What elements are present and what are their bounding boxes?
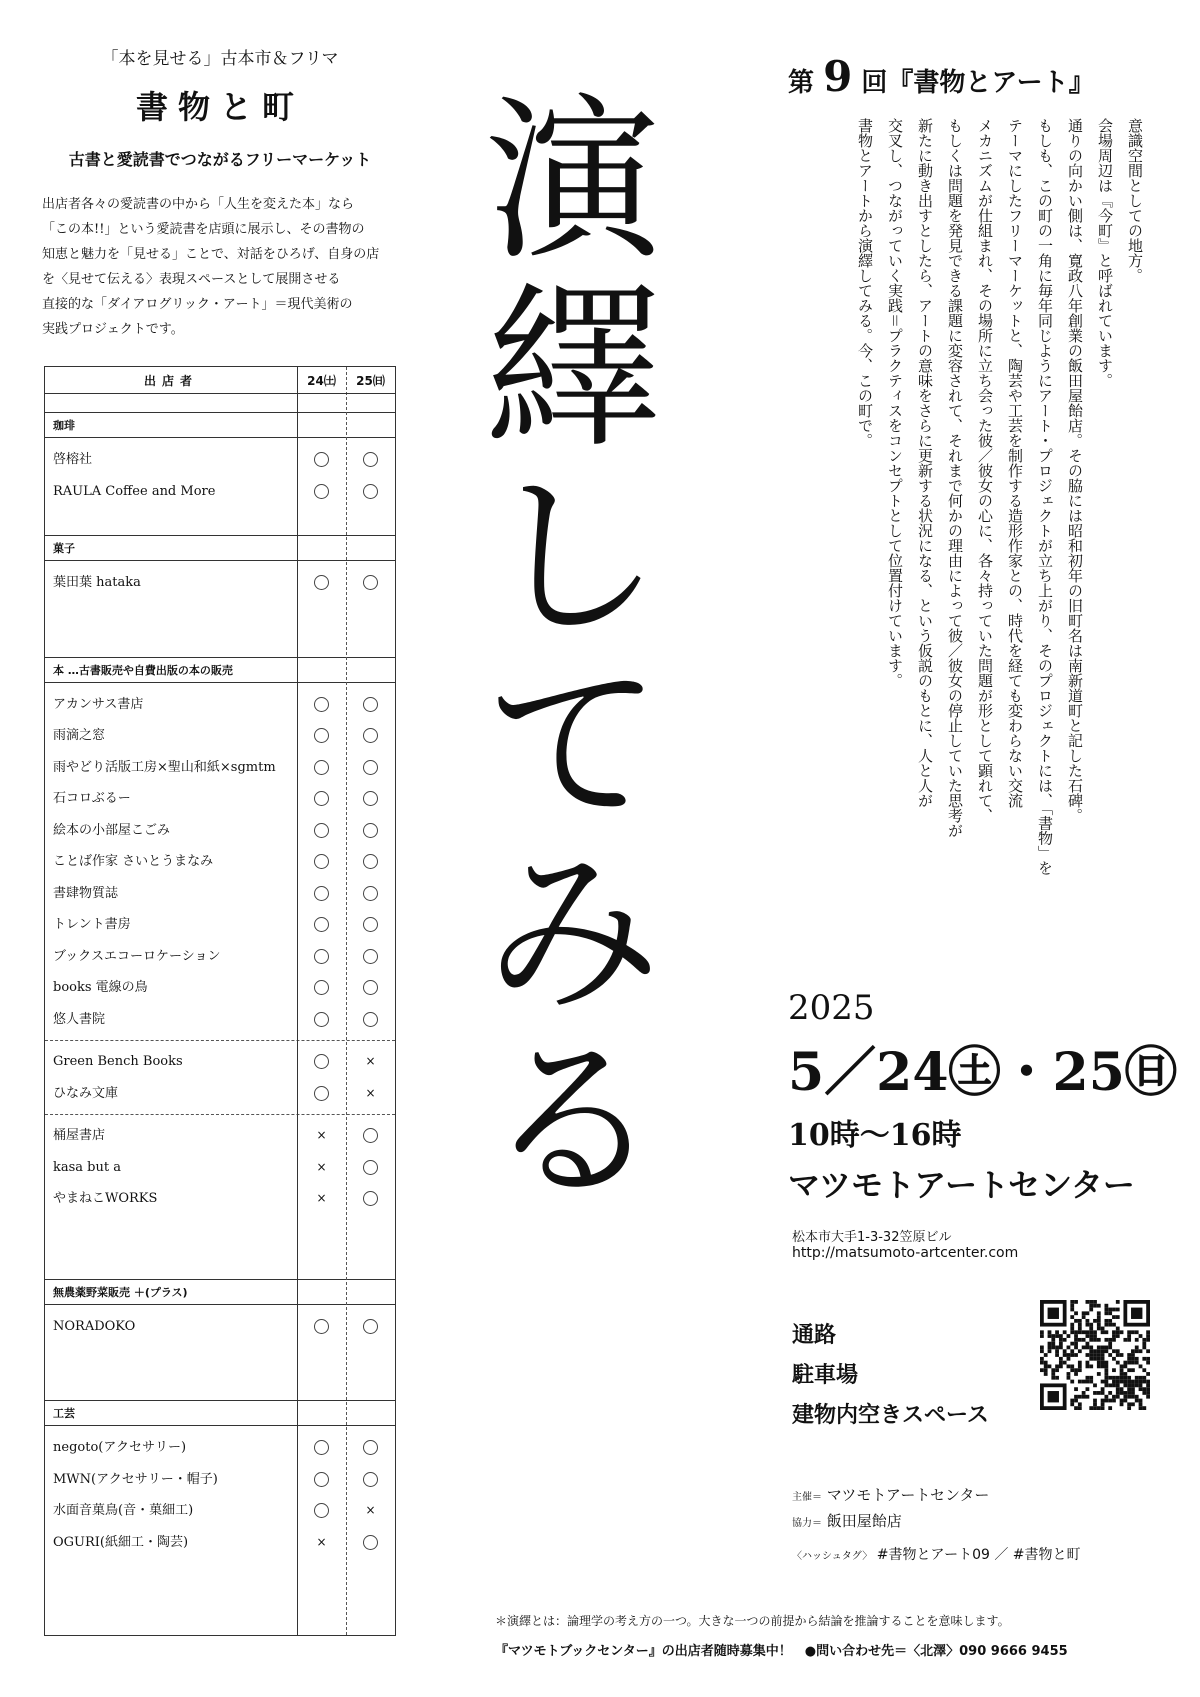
hashtags: #書物とアート09 ／ #書物と町 — [876, 1547, 1081, 1563]
circle-mark-icon — [363, 1319, 378, 1334]
shop-name: 桶屋書店 — [53, 1128, 106, 1143]
shop-name: やまねこWORKS — [53, 1191, 158, 1206]
day2-mark — [346, 444, 395, 476]
shop-name: 絵本の小部屋こごみ — [53, 822, 171, 838]
header-day1: 24㈯ — [307, 374, 336, 388]
table-row — [45, 689, 395, 721]
coop-credit — [792, 1510, 902, 1531]
circle-mark-icon — [314, 452, 329, 467]
day1-mark: × — [316, 1128, 327, 1142]
day2-mark — [346, 815, 395, 847]
day2-mark — [346, 689, 395, 721]
circle-mark-icon — [363, 697, 378, 712]
day1-mark: × — [316, 1534, 327, 1549]
description-line: 「この本!!」という愛読書を店頭に展示し、その書物の — [42, 222, 365, 237]
coop-label: 協力＝ — [792, 1518, 822, 1529]
table-spacer — [45, 517, 395, 535]
circle-mark-icon — [363, 886, 378, 901]
event-year: 2025 — [788, 988, 875, 1028]
title-character: る — [484, 1019, 661, 1224]
circle-mark-icon — [314, 1440, 329, 1455]
day2-mark — [346, 1120, 395, 1152]
table-row — [45, 1078, 395, 1110]
shop-name: ブックスエコーロケーション — [53, 948, 221, 964]
essay-line: 通りの向かい側は、寛政八年創業の飯田屋飴店。その脇には昭和初年の旧町名は南新道町と記した石碑。 — [1066, 118, 1084, 823]
table-row — [45, 783, 395, 815]
day1-mark: × — [316, 1191, 327, 1205]
venue-address: 松本市大手1-3-32笠原ビル — [792, 1230, 952, 1245]
circle-mark-icon — [314, 728, 329, 743]
edition-suffix: 回『書物とアート』 — [861, 68, 1095, 98]
circle-mark-icon — [363, 575, 378, 590]
day1-mark — [297, 972, 346, 1004]
shop-name: 書肆物質誌 — [53, 885, 119, 901]
day1-mark — [297, 1311, 346, 1343]
table-row — [45, 567, 395, 599]
edition-number: 9 — [823, 52, 853, 101]
circle-mark-icon — [314, 760, 329, 775]
shop-name: アカンサス書店 — [53, 696, 144, 712]
circle-mark-icon — [314, 854, 329, 869]
circle-mark-icon — [314, 980, 329, 995]
essay-line: 意識空間としての地方。 — [1126, 118, 1144, 283]
shop-name: 雨やどり活版工房×聖山和紙×sgmtm — [53, 759, 276, 775]
circle-mark-icon — [314, 1503, 329, 1518]
day2-mark — [346, 846, 395, 878]
table-row — [45, 1120, 395, 1152]
circle-mark-icon — [314, 1054, 329, 1069]
circle-mark-icon — [363, 791, 378, 806]
day2-mark — [346, 972, 395, 1004]
table-row — [45, 444, 395, 476]
table-header — [45, 367, 395, 394]
day1-mark — [297, 846, 346, 878]
shop-name: negoto(アクセサリー) — [53, 1440, 187, 1455]
title-character: し — [484, 455, 661, 660]
circle-mark-icon — [363, 917, 378, 932]
circle-mark-icon — [363, 980, 378, 995]
circle-mark-icon — [363, 452, 378, 467]
circle-mark-icon — [363, 1440, 378, 1455]
table-row — [45, 972, 395, 1004]
day1-mark — [297, 1432, 346, 1464]
day2-mark — [346, 1152, 395, 1184]
table-spacer — [45, 1382, 395, 1400]
description-line: 出店者各々の愛読書の中から「人生を変えた本」なら — [42, 197, 355, 212]
circle-mark-icon — [363, 484, 378, 499]
table-row — [45, 1152, 395, 1184]
day1-mark — [297, 909, 346, 941]
table-row — [45, 909, 395, 941]
day1-mark — [297, 783, 346, 815]
header-shop: 出店者 — [143, 374, 198, 388]
category-row: 本 …古書販売や自費出版の本の販売 — [45, 657, 395, 683]
day1-mark — [297, 689, 346, 721]
shop-name: 雨滴之窓 — [53, 728, 106, 743]
circle-mark-icon — [363, 1191, 378, 1206]
day1-mark — [297, 1004, 346, 1036]
shop-name: ことば作家 さいとうまなみ — [53, 854, 214, 869]
circle-mark-icon — [314, 791, 329, 806]
category-row: 菓子 — [45, 535, 395, 561]
circle-mark-icon — [314, 575, 329, 590]
essay — [780, 118, 1150, 988]
day1-mark: × — [316, 1159, 327, 1174]
day1-mark — [297, 941, 346, 973]
table-body — [45, 394, 395, 1568]
circle-mark-icon — [363, 728, 378, 743]
essay-line: もしも、この町の一角に毎年同じようにアート・プロジェクトが立ち上がり、そのプロジェクトには、「書物」を — [1036, 118, 1054, 876]
day2-mark — [346, 476, 395, 508]
day2-mark — [346, 1432, 395, 1464]
shop-name: books 電線の鳥 — [53, 980, 148, 995]
circle-mark-icon — [363, 1535, 378, 1550]
table-spacer — [45, 507, 395, 517]
circle-mark-icon — [314, 886, 329, 901]
essay-line: 新たに動き出すとしたら、アートの意味をさらに更新する状況になる、という仮説のもとに、人と人が — [916, 118, 934, 808]
event-kicker: 「本を見せる」古本市＆フリマ — [101, 49, 339, 69]
table-row — [45, 476, 395, 508]
essay-line: 交叉し、つながっていく実践＝プラクティスをコンセプトとして位置付けています。 — [886, 118, 904, 689]
circle-mark-icon — [363, 1160, 378, 1175]
day1-mark — [297, 752, 346, 784]
event-description — [42, 192, 398, 342]
day2-mark — [346, 941, 395, 973]
circle-mark-icon — [314, 1012, 329, 1027]
circle-mark-icon — [314, 949, 329, 964]
table-spacer — [45, 1342, 395, 1382]
table-row — [45, 1046, 395, 1078]
circle-mark-icon — [314, 917, 329, 932]
table-row — [45, 1495, 395, 1527]
host-label: 主催＝ — [792, 1492, 822, 1503]
day1-mark — [297, 476, 346, 508]
table-row — [45, 1464, 395, 1496]
group-separator — [45, 1040, 395, 1041]
category-row: 珈琲 — [45, 412, 395, 438]
place-item: 駐車場 — [792, 1362, 859, 1388]
footer-contact: 『マツモトブックセンター』の出店者随時募集中！ ●問い合わせ先＝〈北澤〉090 9666 9455 — [495, 1644, 1068, 1659]
table-row — [45, 720, 395, 752]
hashtag-label: 〈ハッシュタグ〉 — [792, 1551, 873, 1562]
table-row — [45, 878, 395, 910]
main-title — [468, 79, 678, 1224]
table-row — [45, 846, 395, 878]
description-line: 知恵と魅力を「見せる」ことで、対話をひろげ、自身の店 — [42, 247, 380, 262]
day2-mark — [346, 878, 395, 910]
circle-mark-icon — [363, 1472, 378, 1487]
shop-name: kasa but a — [53, 1159, 121, 1175]
title-character: て — [484, 643, 661, 848]
day1-mark — [297, 720, 346, 752]
category-row: 無農薬野菜販売 ＋(プラス) — [45, 1279, 395, 1305]
circle-mark-icon — [363, 1012, 378, 1027]
essay-line: もしくは問題を発見できる課題に変容されて、それまで何かの理由によって彼／彼女の停止していた思考が — [946, 118, 964, 838]
day2-mark: × — [365, 1503, 376, 1517]
header-day2: 25㈰ — [356, 374, 385, 388]
event-date: 5／24㊏・25㊐ — [788, 1042, 1177, 1103]
essay-line: 会場周辺は『今町』と呼ばれています。 — [1096, 118, 1114, 388]
edition-heading — [788, 52, 1158, 101]
host-credit — [792, 1484, 989, 1505]
shop-table — [44, 366, 396, 1636]
shop-name: トレント書房 — [53, 917, 131, 932]
shop-name: 啓榕社 — [53, 452, 93, 467]
day1-mark — [297, 815, 346, 847]
circle-mark-icon — [363, 823, 378, 838]
circle-mark-icon — [363, 949, 378, 964]
table-row — [45, 815, 395, 847]
table-row — [45, 1311, 395, 1343]
essay-line: 書物とアートから演繹してみる。今、この町で。 — [856, 118, 874, 448]
day2-mark — [346, 567, 395, 599]
circle-mark-icon — [363, 760, 378, 775]
table-spacer — [45, 1215, 395, 1261]
day1-mark — [297, 1495, 346, 1527]
day1-mark — [297, 1464, 346, 1496]
circle-mark-icon — [363, 854, 378, 869]
circle-mark-icon — [314, 1472, 329, 1487]
title-character: 演 — [484, 79, 661, 284]
shop-name: RAULA Coffee and More — [53, 483, 216, 499]
essay-line: メカニズムが仕組まれ、その場所に立ち会った彼／彼女の心に、各々持っていた問題が形として顕れて、 — [976, 118, 994, 823]
day2-mark — [346, 1527, 395, 1559]
shop-name: 水面音菓鳥(音・菓細工) — [53, 1503, 194, 1518]
day2-mark: × — [365, 1054, 376, 1068]
table-spacer — [45, 639, 395, 657]
venue-url[interactable]: http://matsumoto-artcenter.com — [792, 1245, 1019, 1261]
place-item: 建物内空きスペース — [792, 1402, 989, 1428]
table-row — [45, 1183, 395, 1215]
table-row — [45, 1527, 395, 1559]
table-row — [45, 1432, 395, 1464]
day1-mark — [297, 1046, 346, 1078]
edition-prefix: 第 — [788, 68, 815, 98]
event-subtitle: 古書と愛読書でつながるフリーマーケット — [68, 150, 372, 169]
event-time: 10時〜16時 — [788, 1118, 962, 1153]
hashtag-line — [792, 1544, 1081, 1564]
qr-code-icon[interactable] — [1040, 1300, 1150, 1410]
footnote: ＊演繹とは：論理学の考え方の一つ。大きな一つの前提から結論を推論することを意味します。 — [495, 1614, 1010, 1628]
day1-mark — [297, 444, 346, 476]
essay-line: テーマにしたフリーマーケットと、陶芸や工芸を制作する造形作家との、時代を経ても変わらない交流 — [1006, 118, 1024, 808]
table-row — [45, 1004, 395, 1036]
table-spacer — [45, 599, 395, 639]
day2-mark — [346, 752, 395, 784]
day1-mark — [297, 878, 346, 910]
coop-name: 飯田屋飴店 — [826, 1512, 902, 1530]
shop-name: 石コロぶるー — [53, 791, 131, 806]
place-item: 通路 — [792, 1322, 837, 1348]
day2-mark: × — [365, 1085, 376, 1100]
circle-mark-icon — [363, 1128, 378, 1143]
shop-name: ひなみ文庫 — [53, 1085, 119, 1101]
day2-mark — [346, 783, 395, 815]
day1-mark — [297, 567, 346, 599]
day2-mark — [346, 1004, 395, 1036]
shop-name: NORADOKO — [53, 1318, 136, 1334]
shop-name: OGURI(紙細工・陶芸) — [53, 1534, 189, 1550]
table-spacer — [45, 1261, 395, 1279]
circle-mark-icon — [314, 697, 329, 712]
table-spacer — [45, 394, 395, 412]
description-line: 実践プロジェクトです。 — [42, 322, 184, 337]
description-line: を〈見せて伝える〉表現スペースとして展開させる — [42, 272, 341, 287]
circle-mark-icon — [314, 823, 329, 838]
day1-mark — [297, 1078, 346, 1110]
day2-mark — [346, 1183, 395, 1215]
day2-mark — [346, 909, 395, 941]
day2-mark — [346, 1464, 395, 1496]
circle-mark-icon — [314, 1319, 329, 1334]
event-title: 書物と町 — [135, 88, 304, 126]
table-row — [45, 752, 395, 784]
day2-mark — [346, 1311, 395, 1343]
event-venue: マツモトアートセンター — [788, 1166, 1135, 1204]
category-row: 工芸 — [45, 1400, 395, 1426]
title-character: 繹 — [484, 267, 661, 472]
shop-name: 悠人書院 — [53, 1011, 106, 1027]
table-row — [45, 941, 395, 973]
shop-name: Green Bench Books — [53, 1054, 183, 1069]
shop-name: 葉田葉 hataka — [53, 575, 141, 590]
table-spacer — [45, 1558, 395, 1568]
shop-name: MWN(アクセサリー・帽子) — [53, 1471, 218, 1487]
title-character: み — [484, 831, 661, 1036]
day2-mark — [346, 720, 395, 752]
description-line: 直接的な「ダイアログリック・アート」＝現代美術の — [42, 297, 353, 312]
circle-mark-icon — [314, 1086, 329, 1101]
group-separator — [45, 1114, 395, 1115]
host-name: マツモトアートセンター — [826, 1486, 990, 1504]
circle-mark-icon — [314, 484, 329, 499]
